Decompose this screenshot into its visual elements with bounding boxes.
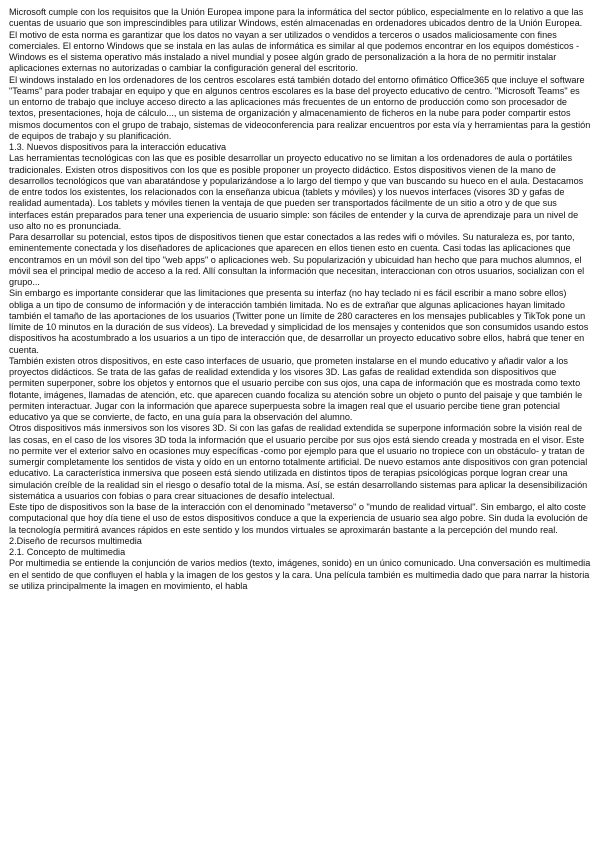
- section-heading-2-1: 2.1. Concepto de multimedia: [9, 547, 126, 557]
- paragraph-connectivity: Para desarrollar su potencial, estos tipos de dispositivos tienen que estar conectados a las redes wifi o móviles. Su naturaleza es, por tanto, eminentemente conectada y los diseñadores de aplicaciones que aparecen en ellos tienen esto en cuenta. Casi todas las aplicaciones que encontramos en un móvil son del tipo "web apps" o aplicaciones web. Su popularización y ubicuidad han hecho que para muchos alumnos, el móvil sea el principal medio de acceso a la red. Allí consultan la información que necesitan, interaccionan con otros usuarios, socializan con el grupo...: [9, 232, 585, 287]
- paragraph-interface-limitations: Sin embargo es importante considerar que las limitaciones que presenta su interfaz (no hay teclado ni es fácil escribir a mano sobre ellos) obliga a un tipo de consumo de información y de interacción también limitada. No es de extrañar que algunas aplicaciones hayan limitado también el tamaño de las aportaciones de los usuarios (Twitter pone un límite de 280 caracteres en los mensajes publicables y TikTok pone un límite de 10 minutos en la duración de sus vídeos). La brevedad y simplicidad de los mensajes y contenidos que son consumidos usando estos dispositivos ha acostumbrado a los usuarios a un tipo de interacción que, de desarrollar un proyecto educativo sobre ellos, habrá que tener en cuenta.: [9, 288, 589, 355]
- paragraph-extended-reality: También existen otros dispositivos, en este caso interfaces de usuario, que prometen instalarse en el mundo educativo y añadir valor a los proyectos didácticos. Se trata de las gafas de realidad extendida y los visores 3D. Las gafas de realidad extendida son dispositivos que permiten superponer, sobre los objetos y entornos que el usuario percibe con sus ojos, una capa de información que es mostrada como texto flotante, imágenes, llamadas de atención, etc. que aparecen cuando focaliza su atención sobre un objeto o punto del paisaje y que también le permiten interactuar. Jugar con la información que aparece superpuesta sobre la imagen real que el usuario percibe tiene gran potencial educativo ya que se convierte, de facto, en una guía para la observación del alumno.: [9, 355, 583, 422]
- paragraph-metaverse: Este tipo de dispositivos son la base de la interacción con el denominado "metaverso" o "mundo de realidad virtual". Sin embargo, el alto coste computacional que hoy día tiene el uso de estos dispositivos conduce a que la experiencia de usuario sea algo pobre. Sin duda la evolución de la tecnología permitirá avances rápidos en este sentido y los mundos virtuales se aproximarán bastante a la percepción del mundo real.: [9, 502, 588, 535]
- section-heading-1-3: 1.3. Nuevos dispositivos para la interacción educativa: [9, 142, 227, 152]
- paragraph-3d-viewers: Otros dispositivos más inmersivos son los visores 3D. Si con las gafas de realidad extendida se superpone información sobre la visión real de las cosas, en el caso de los visores 3D toda la información que el usuario percibe por sus ojos está siendo creada y mostrada en el visor. Este no permite ver el exterior salvo en ocasiones muy específicas -como por ejemplo para que el usuario no tropiece con un obstáculo- y tratan de sumergir completamente los sentidos de vista y oído en un entorno totalmente artificial. De nuevo estamos ante dispositivos con gran potencial educativo. La característica inmersiva que poseen está siendo utilizada en distintos tipos de terapias psicológicas porque logran crear una simulación creíble de la realidad sin el riesgo o desafío total de la misma. Así, se están desarrollando sistemas para aplicar la desensibilización sistemática a usuarios con fobias o para crear situaciones de desafío intelectual.: [9, 423, 588, 501]
- section-heading-2: 2.Diseño de recursos multimedia: [9, 535, 142, 546]
- paragraph-new-devices: Las herramientas tecnológicas con las que es posible desarrollar un proyecto educativo no se limitan a los ordenadores de aula o portátiles tradicionales. Existen otros dispositivos con los que es posible proponer un proyecto didáctico. Estos dispositivos vienen de la mano de desarrollos tecnológicos que van abaratándose y popularizándose a lo largo del tiempo y que van buscando su hueco en el aula. Destacamos de entre todos los existentes, los relacionados con la enseñanza ubicua (tablets y móviles) y los nuevos interfaces (visores 3D y gafas de realidad aumentada). Los tablets y móviles tienen la ventaja de que pueden ser transportados fácilmente de un sitio a otro y de que sus interfaces están preparados para tener una experiencia de usuario simple: son fáciles de entender y la curva de aprendizaje para un nivel de uso alto no es pronunciada.: [9, 153, 584, 231]
- paragraph-office365-teams: El windows instalado en los ordenadores de los centros escolares está también dotado del entorno ofimático Office365 que incluye el software "Teams" para poder trabajar en equipo y que en algunos centros escolares es la base del proyecto educativo de centro. "Microsoft Teams" es un entorno de trabajo que incluye acceso directo a las aplicaciones más frecuentes de un entorno de producción como son procesador de textos, presentaciones, hoja de cálculo..., un sistema de organización y almacenamiento de ficheros en la nube para poder compartir estos mismos documentos con el grupo de trabajo, sistemas de videoconferencia para realizar encuentros por esta vía y herramientas para la gestión de equipos de trabajo y su planificación.: [9, 74, 591, 141]
- paragraph-microsoft-eu-compliance: Microsoft cumple con los requisitos que la Unión Europea impone para la informática del sector público, especialmente en lo relativo a que las cuentas de usuario que son imprescindibles para utilizar Windows, estén almacenadas en ordenadores ubicados dentro de la Unión Europea. El motivo de esta norma es garantizar que los datos no vayan a ser utilizados o vendidos a terceros o usados maliciosamente con fines comerciales. El entorno Windows que se instala en las aulas de informática es similar al que podemos encontrar en los equipos domésticos -Windows es el sistema operativo más instalado a nivel mundial y posee algún grado de personalización a la hora de no permitir instalar aplicaciones externas no autorizadas o cambiar la configuración general del escritorio.: [9, 7, 584, 74]
- paragraph-multimedia-concept: Por multimedia se entiende la conjunción de varios medios (texto, imágenes, sonido) en un único comunicado. Una conversación es multimedia en el sentido de que confluyen el habla y la imagen de los gestos y la cara. Una película también es multimedia dado que para narrar la historia se utiliza principalmente la imagen en movimiento, el habla: [9, 558, 591, 591]
